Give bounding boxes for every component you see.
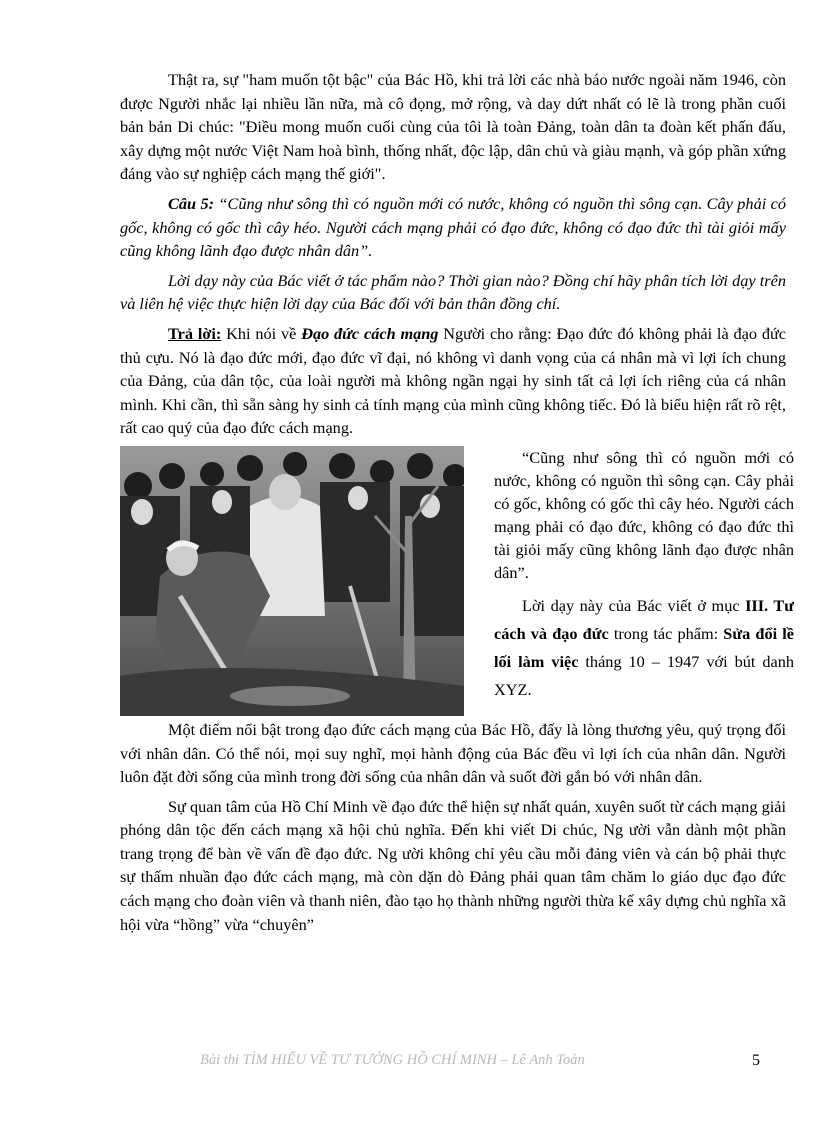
side-text-block bbox=[494, 446, 794, 704]
figure-row bbox=[120, 446, 795, 718]
side-source-date: tháng 10 – 1947 với bút danh XYZ. bbox=[494, 651, 795, 699]
side-section-title: III. Tư cách và đạo đức bbox=[494, 595, 794, 643]
photo-tree-planting bbox=[120, 446, 464, 716]
paragraph-love-people: Một điểm nổi bật trong đạo đức cách mạng của Bác Hồ, đấy là lòng thương yêu, quý trọng đối với nhân dân. Có thể nói, mọi suy nghĩ, mọi hành động của Bác đều vì lợi ích của nhân dân. Người luôn đặt đời sống của mình trong đời sống của nhân dân và suốt đời gắn bó với nhân dân. bbox=[120, 719, 786, 787]
paragraph-ham-muon: Thật ra, sự "ham muốn tột bậc" của Bác Hồ, khi trả lời các nhà báo nước ngoài năm 1946, còn được Người nhắc lại nhiều lần nữa, mà cô đọng, mở rộng, và day dứt nhất có lẽ là trong phần cuối bản bản Di chúc: "Điều mong muốn cuối cùng của tôi là toàn Đảng, toàn dân ta đoàn kết phấn đấu, xây dựng một nước Việt Nam hoà bình, thống nhất, độc lập, dân chủ và giàu mạnh, và góp phần xứng đáng vào sự nghiệp cách mạng thế giới". bbox=[120, 70, 786, 184]
question-5 bbox=[120, 192, 786, 263]
answer-paragraph bbox=[120, 322, 786, 440]
question-quote: “Cũng như sông thì có nguồn mới có nước, không có nguồn thì sông cạn. Cây phải có gốc, không có gốc thì cây héo. Người cách mạng phải có đạo đức, không có đạo đức thì tài giỏi mấy cũng không lãnh đạo được nhân dân”. bbox=[120, 193, 786, 261]
side-work-title: Sửa đổi lề lối làm việc bbox=[494, 623, 794, 671]
photo-illustration bbox=[120, 446, 464, 716]
side-source-intro: Lời dạy này của Bác viết ở mục bbox=[522, 595, 746, 615]
question-label: Câu 5: bbox=[168, 193, 215, 213]
footer-title: Bài thi TÌM HIỂU VỀ TƯ TƯỞNG HỒ CHÍ MINH – Lê Anh Toàn bbox=[200, 1052, 585, 1068]
question-prompt: Lời dạy này của Bác viết ở tác phẩm nào? Thời gian nào? Đồng chí hãy phân tích lời dạy trên và liên hệ việc thực hiện lời dạy của Bác đối với bản thân đồng chí. bbox=[120, 270, 786, 314]
side-quote: “Cũng như sông thì có nguồn mới có nước, không có nguồn thì sông cạn. Cây phải có gốc, không có gốc thì cây héo. Người cách mạng phải có đạo đức, không có đạo đức thì tài giỏi mấy cũng không lãnh đạo được nhân dân”. bbox=[494, 447, 794, 582]
paragraph-consistency: Sự quan tâm của Hồ Chí Minh về đạo đức thể hiện sự nhất quán, xuyên suốt từ cách mạng giải phóng dân tộc đến cách mạng xã hội chủ nghĩa. Đến khi viết Di chúc, Ng ười vẫn dành một phần trang trọng để bàn về vấn đề đạo đức. Ng ười không chỉ yêu cầu mỗi đảng viên và cán bộ phải thực sự thấm nhuần đạo đức cách mạng, mà còn dặn dò Đảng phải quan tâm chăm lo giáo dục đạo đức cách mạng cho đoàn viên và thanh niên, đào tạo họ thành những người thừa kế xây dựng chủ nghĩa xã hội vừa “hồng” vừa “chuyên” bbox=[120, 796, 786, 934]
answer-emphasis: Đạo đức cách mạng bbox=[301, 323, 439, 343]
page-number: 5 bbox=[752, 1052, 760, 1069]
answer-label: Trả lời: bbox=[168, 323, 222, 343]
answer-intro: Khi nói về bbox=[221, 323, 302, 343]
answer-body: Người cho rằng: Đạo đức đó không phải là đạo đức thủ cựu. Nó là đạo đức mới, đạo đức vĩ đại, nó không vì danh vọng của cá nhân mà vì lợi ích chung của Đảng, của dân tộc, của loài người mà không ngần ngại hy sinh tất cả lợi ích riêng của cá nhân mình. Khi cần, thì sẵn sàng hy sinh cả tính mạng của mình cũng không tiếc. Đó là biểu hiện rất rõ rệt, rất cao quý của đạo đức cách mạng. bbox=[120, 323, 787, 438]
side-source bbox=[494, 592, 794, 704]
document-body bbox=[120, 68, 795, 936]
side-source-mid: trong tác phẩm: bbox=[608, 623, 724, 643]
